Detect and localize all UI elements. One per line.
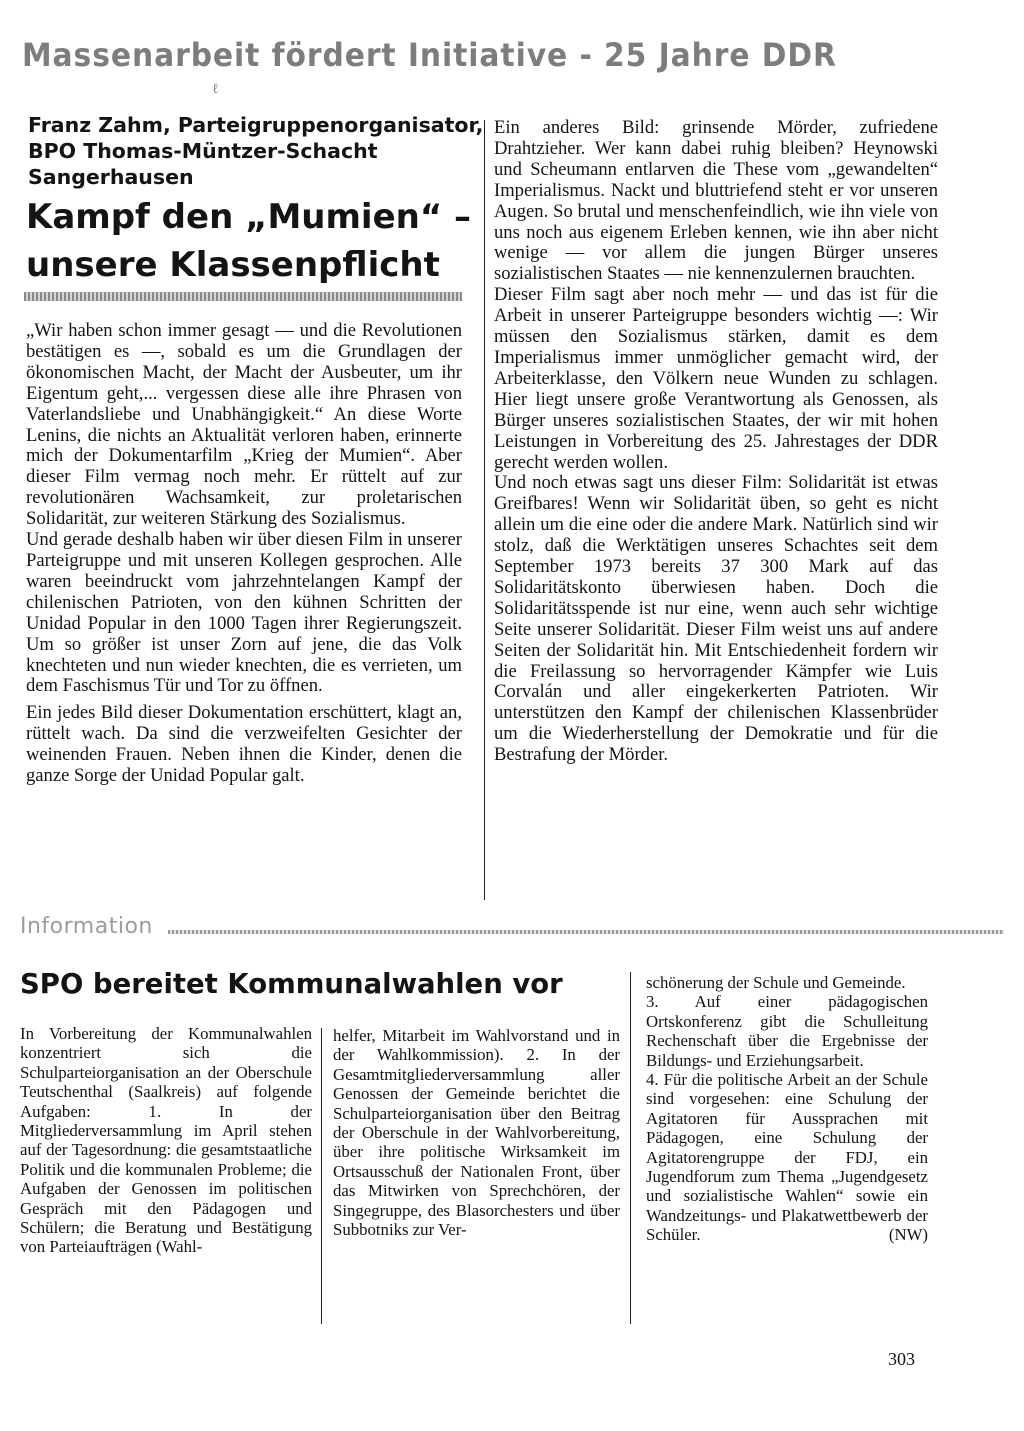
- article-title-line: Kampf den „Mumien“ –: [26, 197, 472, 237]
- author-line: Franz Zahm, Parteigruppenorganisator,: [28, 113, 484, 137]
- article-paragraph: „Wir haben schon immer gesagt — und die Revolutionen bestätigen es —, sobald es um die Grundlagen der ökonomischen Macht, der Macht der Ausbeuter, um ihr Eigentum geht,... vergessen diese alle ihre Phrasen von Vaterlandsliebe und Unabhängigkeit.“ An diese Worte Lenins, die nichts an Aktualität verloren haben, erinnerte mich der Dokumentarfilm „Krieg der Mumien“. Aber dieser Film vermag noch mehr. Er rüttelt auf zur revolutionären Wachsamkeit, zur proletarischen Solidarität, zur weiteren Stärkung des Sozialismus.: [26, 320, 462, 530]
- news-paragraph: schönerung der Schule und Gemeinde.: [646, 973, 906, 992]
- news-column-2: [333, 1026, 620, 1239]
- article-paragraph: Dieser Film sagt aber noch mehr — und das ist für die Arbeit in unserer Parteigruppe besonders wichtig —: Wir müssen den Sozialismus stärken, damit es dem Imperialismus immer unmöglicher gemacht wird, der Arbeiterklasse, den Völkern neue Wunden zu schlagen. Hier liegt unsere große Verantwortung als Genossen, als Bürger unseres sozialistischen Staates, der wir mit hohen Leistungen in Vorbereitung des 25. Jahrestages der DDR gerecht werden wollen.: [494, 284, 938, 473]
- article-title: [26, 193, 486, 289]
- article-title-line: unsere Klassenpflicht: [26, 245, 440, 285]
- news-text: 4. Für die politische Arbeit an der Schule sind vorgesehen: eine Schulung der Agitatoren für Aussprachen mit Pädagogen, eine Schulung der Agitatorengruppe der FDJ, ein Jugendforum zum Thema „Jugendgesetz und sozialistische Wahlen“ sowie ein Wandzeitungs- und Plakatwettbewerb der Schüler.: [646, 1070, 928, 1245]
- news-paragraph: helfer, Mitarbeit im Wahlvorstand und in der Wahlkommission). 2. In der Gesamtmitgliederversammlung aller Genossen der Gemeinde berichtet die Schulparteiorganisation über den Beitrag der Oberschule in der Wahlvorbereitung, über ihre politische Wirksamkeit im Ortsausschuß der Nationalen Front, über das Mitwirken von Sprechchören, der Singegruppe, des Blasorchesters und über Subbotniks zur Ver-: [333, 1026, 620, 1240]
- news-column-3: [646, 973, 928, 1245]
- news-paragraph: [646, 1070, 928, 1245]
- author-line: Sangerhausen: [28, 165, 194, 189]
- news-headline: SPO bereitet Kommunalwahlen vor: [20, 968, 563, 1000]
- article-left-column: [26, 321, 462, 787]
- article-author: [28, 112, 488, 190]
- article-right-column: [494, 118, 938, 766]
- stray-mark: ℓ: [212, 82, 219, 97]
- author-signature: (NW): [888, 1225, 928, 1245]
- news-paragraph: In Vorbereitung der Kommunalwahlen konzentriert sich die Schulparteiorganisation an der Oberschule Teutschenthal (Saalkreis) auf folgende Aufgaben: 1. In der Mitgliederversammlung im April stehen auf der Tagesordnung: die gesamtstaatliche Politik und die kommunalen Probleme; die Aufgaben der Genossen im politischen Gespräch mit den Pädagogen und Schülern; die Beratung und Bestätigung von Parteiaufträgen (Wahl-: [20, 1024, 312, 1257]
- page-number: 303: [888, 1349, 915, 1369]
- article-paragraph: Ein anderes Bild: grinsende Mörder, zufriedene Drahtzieher. Wer kann dabei ruhig bleiben? Heynowski und Scheumann entlarven die These vom „gewandelten“ Imperialismus. Nackt und bluttriefend steht er vor unseren Augen. So brutal und menschenfeindlich, wie ihn viele von uns noch aus eigenem Erleben kennen, wie ihn aber nicht wenige — vor allem die jungen Bürger unseres sozialistischen Staates — nie kennenzulernen brauchten.: [494, 117, 938, 285]
- column-divider: [630, 972, 631, 1324]
- title-divider: [24, 292, 462, 301]
- article-paragraph: Ein jedes Bild dieser Dokumentation erschüttert, klagt an, rüttelt wach. Da sind die verzweifelten Gesichter der weinenden Frauen. Neben ihnen die Kinder, denen die ganze Sorge der Unidad Popular galt.: [26, 702, 462, 787]
- column-divider: [321, 1028, 322, 1324]
- article-paragraph: Und gerade deshalb haben wir über diesen Film in unserer Parteigruppe und mit unseren Kollegen gesprochen. Alle waren beeindruckt vom jahrzehntelangen Kampf der chilenischen Patrioten, von den kühnen Schritten der Unidad Popular in den 1000 Tagen ihrer Regierungszeit. Um so größer ist unser Zorn auf jene, die das Volk knechteten und nun wieder knechten, die es verrieten, um dem Faschismus Tür und Tor zu öffnen.: [26, 529, 462, 697]
- information-divider: [168, 930, 1004, 934]
- section-header-title: Massenarbeit fördert Initiative - 25 Jahre DDR: [22, 36, 837, 74]
- news-paragraph: 3. Auf einer pädagogischen Ortskonferenz gibt die Schulleitung Rechenschaft über die Ergebnisse der Bildungs- und Erziehungsarbeit.: [646, 992, 928, 1070]
- news-column-1: [20, 1024, 312, 1257]
- information-label: Information: [20, 914, 153, 939]
- author-line: BPO Thomas-Müntzer-Schacht: [28, 139, 378, 163]
- article-paragraph: Und noch etwas sagt uns dieser Film: Solidarität ist etwas Greifbares! Wenn wir Solidarität üben, so geht es nicht allein um die eine oder die andere Mark. Natürlich sind wir stolz, daß die Werktätigen unseres Schachtes seit dem September 1973 bereits 37 300 Mark auf das Solidaritätskonto überwiesen haben. Doch die Solidaritätsspende ist nur eine, wenn auch sehr wichtige Seite unserer Solidarität. Dieser Film weist uns auf andere Seiten der Solidarität hin. Mit Entschiedenheit fordern wir die Freilassung so hervorragender Kämpfer wie Luis Corvalán und aller eingekerkerten Patrioten. Wir unterstützen den Kampf der chilenischen Klassenbrüder um die Wiederherstellung der Demokratie und für die Bestrafung der Mörder.: [494, 472, 938, 766]
- column-divider: [484, 120, 485, 900]
